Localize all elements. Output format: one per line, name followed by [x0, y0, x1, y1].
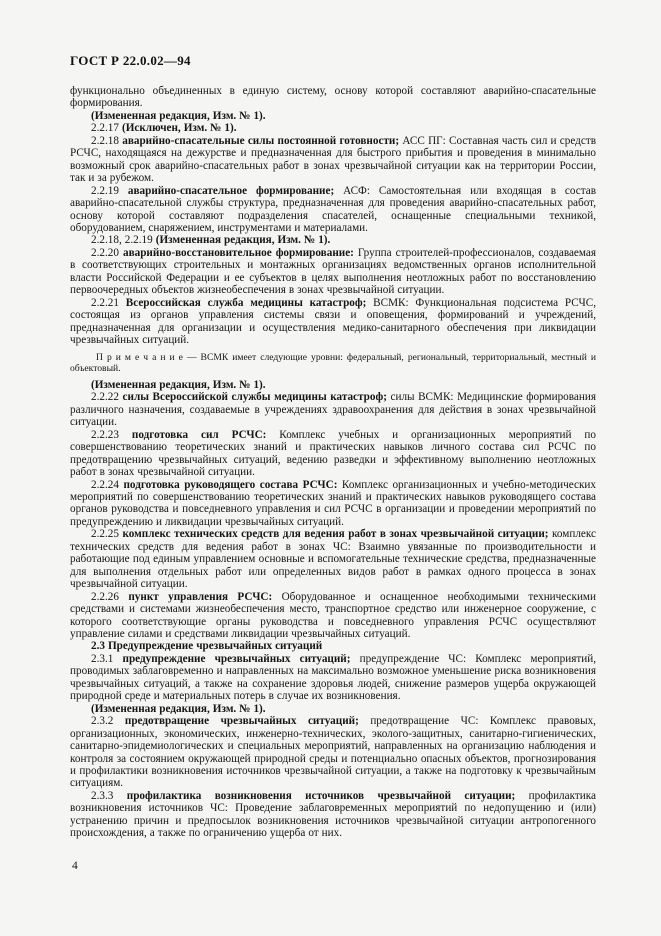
term-bold-text: аварийно-восстановительное формирование: — [122, 246, 354, 259]
term-2-2-20 — [70, 247, 596, 297]
body-text: 2.2.24 — [91, 478, 124, 491]
body-text: 2.3.3 — [91, 789, 127, 802]
term-bold-text: Всероссийская служба медицины катастроф; — [125, 296, 367, 309]
term-bold-text: подготовка руководящего состава РСЧС: — [123, 478, 338, 491]
amendment-note — [70, 110, 596, 122]
term-bold-text: аварийно-спасательные силы постоянной готовности; — [122, 134, 400, 147]
term-bold-text: (Измененная редакция, Изм. № 1). — [91, 702, 266, 715]
body-text: 2.3.2 — [91, 715, 125, 728]
body-text: функционально объединенных в единую систему, основу которой составляют аварийно-спасательные формирования. — [70, 85, 596, 110]
body-text: 2.2.26 — [91, 590, 129, 603]
term-2-2-25 — [70, 528, 596, 590]
term-bold-text: (Измененная редакция, Изм. № 1). — [91, 378, 266, 391]
body-text: АСФ: Самостоятельная или входящая в состав аварийно-спасательной службы структура, предназначенная для проведения аварийно-спасательных работ, основу которой составляют подразделения спасателей, оснащенные специальными техникой, оборудованием, снаряжением, инструментами и материалами. — [70, 184, 596, 234]
body-text: предотвращение ЧС: Комплекс правовых, организационных, экономических, инженерно-технических, эколого-защитных, санитарно-гигиенических, санитарно-эпидемиологических и специальных мероприятий, направленных на организацию наблюдения и контроля за состоянием окружающей природной среды и потенциально опасных объектов, прогнозирования и профилактики возникновения источников чрезвычайной ситуации, а также на подготовку к чрезвычайным ситуациям. — [70, 715, 596, 790]
term-2-3-2 — [70, 715, 596, 790]
body-text: 2.2.20 — [91, 246, 123, 259]
body-text: ВСМК: Функциональная подсистема РСЧС, состоящая из органов управления системы связи и оповещения, формирований и учреждений, предназначенная для организации и осуществления медико-санитарного обеспечения при ликвидации чрезвычайных ситуаций. — [70, 296, 596, 347]
term-2-2-26 — [70, 591, 596, 641]
term-bold-text: комплекс технических средств для ведения работ в зонах чрезвычайной ситуации; — [122, 528, 549, 541]
term-2-2-21 — [70, 297, 596, 347]
amendment-note — [70, 379, 596, 391]
page-number: 4 — [72, 860, 78, 872]
note-vsmk-levels — [70, 352, 596, 374]
paragraph-continuation — [70, 85, 596, 110]
term-bold-text: 2.3 Предупреждение чрезвычайных ситуаций — [91, 640, 323, 653]
term-bold-text: (Исключен, Изм. № 1). — [121, 122, 237, 135]
term-2-3-1 — [70, 653, 596, 703]
term-bold-text: (Измененная редакция, Изм. № 1). — [91, 109, 266, 122]
body-text: 2.2.25 — [91, 528, 123, 541]
body-text: Комплекс учебных и организационных мероприятий по совершенствованию теоретических знаний и практических навыков личного состава сил РСЧС по предотвращению чрезвычайных ситуаций, ведению разведки и эффективному выполнению неотложных работ в зонах чрезвычайной ситуации. — [70, 428, 596, 479]
term-bold-text: (Измененная редакция, Изм. № 1). — [155, 234, 331, 247]
body-text: 2.2.17 — [91, 122, 122, 135]
body-text: 2.2.22 — [91, 391, 123, 404]
term-2-2-18 — [70, 135, 596, 185]
body-text: комплекс технических средств для ведения работ в зонах ЧС: Взаимно увязанные по производительности и работающие под единым управлением основные и вспомогательные технические средства, предназначенные для выполнения отдельных работ или определенных видов работ в рамках одного процесса в зонах чрезвычайной ситуации. — [70, 528, 597, 591]
section-heading-2-3 — [70, 640, 596, 652]
term-2-2-17 — [70, 122, 596, 134]
term-bold-text: предупреждение чрезвычайных ситуаций; — [122, 652, 351, 665]
term-2-2-24 — [70, 479, 596, 529]
body-text: предупреждение ЧС: Комплекс мероприятий, проводимых заблаговременно и направленных на максимально возможное уменьшение риска возникновения чрезвычайных ситуаций, а также на сохранение здоровья людей, снижение размеров ущерба окружающей природной среде и материальных потерь в случае их возникновения. — [70, 652, 597, 703]
term-2-3-3 — [70, 790, 596, 840]
term-bold-text: предотвращение чрезвычайных ситуаций; — [124, 715, 359, 728]
body-text: 2.2.18 — [91, 134, 123, 147]
term-2-2-22 — [70, 391, 596, 428]
body-text: 2.2.19 — [91, 184, 128, 197]
body-text: профилактика возникновения источников ЧС: Проведение заблаговременных мероприятий по недопущению и (или) устранению причин и предпосылок возникновения источников чрезвычайной ситуации антропогенного происхождения, а также по ограничению ущерба от них. — [70, 789, 596, 840]
document-body — [70, 85, 596, 840]
term-bold-text: силы Всероссийской службы медицины катастроф; — [122, 391, 387, 404]
body-text: П р и м е ч а н и е — ВСМК имеет следующие уровни: федеральный, региональный, территориальный, местный и объектовый. — [70, 351, 596, 374]
term-bold-text: подготовка сил РСЧС: — [131, 428, 267, 441]
term-bold-text: аварийно-спасательное формирование; — [127, 184, 335, 197]
term-bold-text: пункт управления РСЧС: — [128, 590, 273, 603]
term-bold-text: профилактика возникновения источников чрезвычайной ситуации; — [126, 789, 516, 802]
body-text: 2.2.18, 2.2.19 — [91, 234, 156, 247]
body-text: 2.2.23 — [91, 428, 132, 441]
document-header-gost-number: ГОСТ Р 22.0.02—94 — [70, 53, 191, 68]
body-text: Комплекс организационных и учебно-методических мероприятий по совершенствованию теоретических знаний и практических навыков руководящего состава органов руководства и повседневного управления и сил РСЧС в организации и проведении мероприятий по предупреждению и ликвидации чрезвычайных ситуаций. — [70, 478, 596, 528]
body-text: 2.3.1 — [91, 652, 123, 665]
term-2-2-23 — [70, 429, 596, 479]
term-2-2-19 — [70, 185, 596, 235]
body-text: 2.2.21 — [91, 296, 126, 309]
amendment-note — [70, 234, 596, 246]
body-text: силы ВСМК: Медицинские формирования различного назначения, создаваемые в учреждениях здравоохранения для действия в зонах чрезвычайной ситуации. — [70, 391, 597, 429]
body-text: Оборудованное и оснащенное необходимыми техническими средствами и системами жизнеобеспечения место, транспортное средство или инженерное сооружение, с которого соответствующие органы руководства и повседневного управления РСЧС осуществляют управление силами и средствами ликвидации чрезвычайных ситуаций. — [70, 590, 596, 640]
body-text: Группа строителей-профессионалов, создаваемая в соответствующих строительных и монтажных организациях ведомственных органов исполнительной власти Российской Федерации и ее субъектов в целях выполнения неотложных работ по восстановлению первоочередных объектов жизнеобеспечения в зонах чрезвычайной ситуации. — [70, 246, 597, 297]
body-text: АСС ПГ: Составная часть сил и средств РСЧС, находящаяся на дежурстве и предназначенная для быстрого прибытия и проведения в минимально возможный срок аварийно-спасательных работ в зонах чрезвычайной ситуации как на территории России, так и за рубежом. — [70, 134, 596, 185]
amendment-note — [70, 703, 596, 715]
